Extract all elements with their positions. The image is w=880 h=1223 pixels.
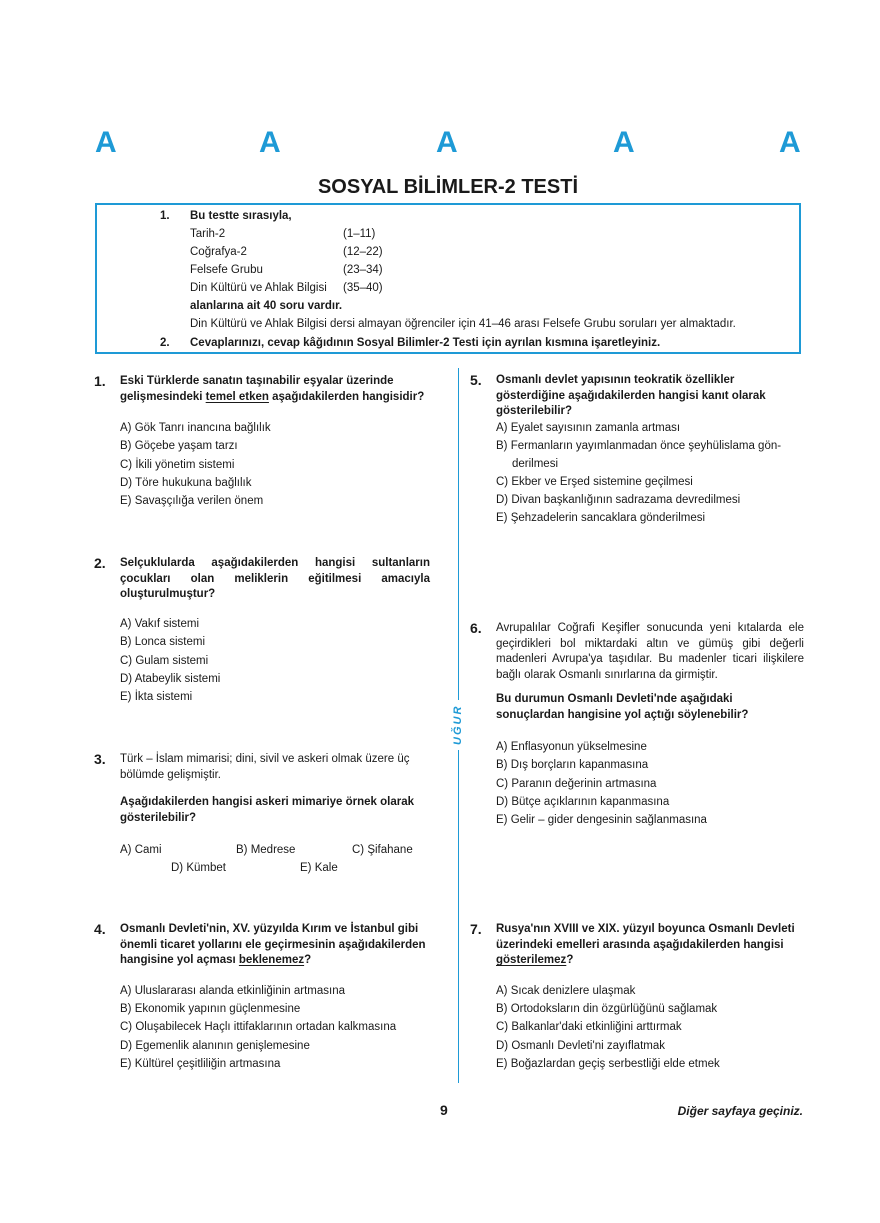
answer-option: C) İkili yönetim sistemi [120, 459, 235, 471]
booklet-letter: A [779, 126, 801, 159]
question-6-stem: Avrupalılar Coğrafi Keşifler sonucunda yeni kıtalarda ele geçirdikleri bol miktardaki altın ve gümüş gibi değerli madenleri Avrupa'ya taşıdılar. Bu madenler ticari ilişkilere bağlı olarak Osmanlı sınırlarına da girmiştir. [496, 622, 804, 681]
answer-option: C) Paranın değerinin artmasına [496, 778, 657, 790]
question-3-prompt: Aşağıdakilerden hangisi askeri mimariye örnek olarak gösterilebilir? [120, 796, 415, 824]
answer-option: A) Uluslararası alanda etkinliğinin artmasına [120, 985, 345, 997]
instruction-1-note: Din Kültürü ve Ahlak Bilgisi dersi almayan öğrenciler için 41–46 arası Felsefe Grubu soruları yer almaktadır. [190, 318, 736, 330]
booklet-letter: A [95, 126, 117, 159]
question-number: 1. [94, 373, 106, 389]
question-number: 2. [94, 555, 106, 571]
question-number: 6. [470, 620, 482, 636]
answer-option: D) Töre hukukuna bağlılık [120, 477, 252, 489]
answer-option: B) Lonca sistemi [120, 636, 206, 648]
question-1-stem: Eski Türklerde sanatın taşınabilir eşyalar üzerinde gelişmesindeki temel etken aşağıdakilerden hangisidir? [120, 375, 425, 403]
instruction-2-text: Cevaplarınızı, cevap kâğıdının Sosyal Bilimler-2 Testi için ayrılan kısmına işaretleyiniz. [190, 337, 661, 349]
answer-option: E) Kültürel çeşitliliğin artmasına [120, 1058, 281, 1070]
question-5-stem: Osmanlı devlet yapısının teokratik özellikler gösterdiğine aşağıdakilerden hangisi kanıt olarak gösterilebilir? [496, 374, 766, 417]
answer-option: B) Ekonomik yapının güçlenmesine [120, 1003, 301, 1015]
answer-option: D) Bütçe açıklarının kapanmasına [496, 796, 670, 808]
answer-option: B) Fermanların yayımlanmadan önce şeyhülislama gön- [496, 440, 782, 452]
answer-option: B) Ortodoksların din özgürlüğünü sağlamak [496, 1003, 718, 1015]
answer-option: C) Şifahane [352, 844, 413, 856]
answer-option: E) Kale [300, 862, 338, 874]
question-7-stem: Rusya'nın XVIII ve XIX. yüzyıl boyunca Osmanlı Devleti üzerindeki emelleri arasında aşağıdakilerden hangisi gösterilemez? [496, 923, 795, 966]
instruction-1-heading: Bu testte sırasıyla, [190, 210, 292, 222]
answer-option: E) Şehzadelerin sancaklara gönderilmesi [496, 512, 706, 524]
question-number: 4. [94, 921, 106, 937]
next-page-note: Diğer sayfaya geçiniz. [677, 1104, 803, 1118]
section-range: (12–22) [343, 246, 383, 258]
question-2-stem: Selçuklularda aşağıdakilerden hangisi sultanların çocukları olan meliklerin eğitilmesi amacıyla oluşturulmuştur? [120, 557, 430, 600]
question-4-stem: Osmanlı Devleti'nin, XV. yüzyılda Kırım ve İstanbul gibi önemli ticaret yollarını ele geçirmesinin aşağıdakilerden hangisine yol açması beklenemez? [120, 923, 426, 966]
emphasis: beklenemez [238, 954, 305, 966]
question-3-stem: Türk – İslam mimarisi; dini, sivil ve askeri olmak üzere üç bölümde gelişmiştir. [120, 753, 410, 781]
section-name: Coğrafya-2 [190, 246, 247, 258]
answer-option: B) Göçebe yaşam tarzı [120, 440, 238, 452]
section-range: (35–40) [343, 282, 383, 294]
instruction-1-number: 1. [160, 210, 170, 222]
answer-option: derilmesi [512, 458, 559, 470]
answer-option: B) Medrese [236, 844, 296, 856]
answer-option: C) Oluşabilecek Haçlı ittifaklarının ortadan kalkmasına [120, 1021, 397, 1033]
question-number: 3. [94, 751, 106, 767]
question-number: 7. [470, 921, 482, 937]
answer-option: A) Sıcak denizlere ulaşmak [496, 985, 636, 997]
answer-option: D) Osmanlı Devleti'ni zayıflatmak [496, 1040, 665, 1052]
answer-option: C) Ekber ve Erşed sistemine geçilmesi [496, 476, 693, 488]
booklet-letter: A [613, 126, 635, 159]
emphasis: gösterilemez [496, 954, 567, 966]
answer-option: A) Eyalet sayısının zamanla artması [496, 422, 681, 434]
answer-option: A) Vakıf sistemi [120, 618, 200, 630]
page-number: 9 [440, 1102, 448, 1118]
answer-option: D) Divan başkanlığının sadrazama devredilmesi [496, 494, 741, 506]
answer-option: A) Cami [120, 844, 162, 856]
answer-option: A) Gök Tanrı inancına bağlılık [120, 422, 271, 434]
answer-option: D) Egemenlik alanının genişlemesine [120, 1040, 310, 1052]
page-title: SOSYAL BİLİMLER-2 TESTİ [317, 176, 579, 198]
booklet-letter: A [436, 126, 458, 159]
answer-option: C) Gulam sistemi [120, 655, 209, 667]
booklet-letter: A [259, 126, 281, 159]
question-6-prompt: Bu durumun Osmanlı Devleti'nde aşağıdaki sonuçlardan hangisine yol açtığı söylenebilir? [496, 693, 749, 721]
answer-option: C) Balkanlar'daki etkinliğini arttırmak [496, 1021, 682, 1033]
instruction-2-number: 2. [160, 337, 170, 349]
answer-option: E) Savaşçılığa verilen önem [120, 495, 264, 507]
instructions-box [95, 203, 801, 354]
side-brand: UĞUR [444, 700, 472, 750]
answer-option: E) Boğazlardan geçiş serbestliği elde etmek [496, 1058, 720, 1070]
section-name: Felsefe Grubu [190, 264, 263, 276]
answer-option: D) Atabeylik sistemi [120, 673, 221, 685]
section-range: (23–34) [343, 264, 383, 276]
section-range: (1–11) [343, 228, 376, 240]
section-name: Din Kültürü ve Ahlak Bilgisi [190, 282, 327, 294]
answer-option: A) Enflasyonun yükselmesine [496, 741, 647, 753]
section-name: Tarih-2 [190, 228, 226, 240]
question-number: 5. [470, 372, 482, 388]
answer-option: E) İkta sistemi [120, 691, 193, 703]
answer-option: E) Gelir – gider dengesinin sağlanmasına [496, 814, 707, 826]
emphasis: temel etken [205, 390, 269, 403]
answer-option: D) Kümbet [171, 862, 226, 874]
instruction-1-total: alanlarına ait 40 soru vardır. [190, 300, 343, 312]
answer-option: B) Dış borçların kapanmasına [496, 759, 649, 771]
